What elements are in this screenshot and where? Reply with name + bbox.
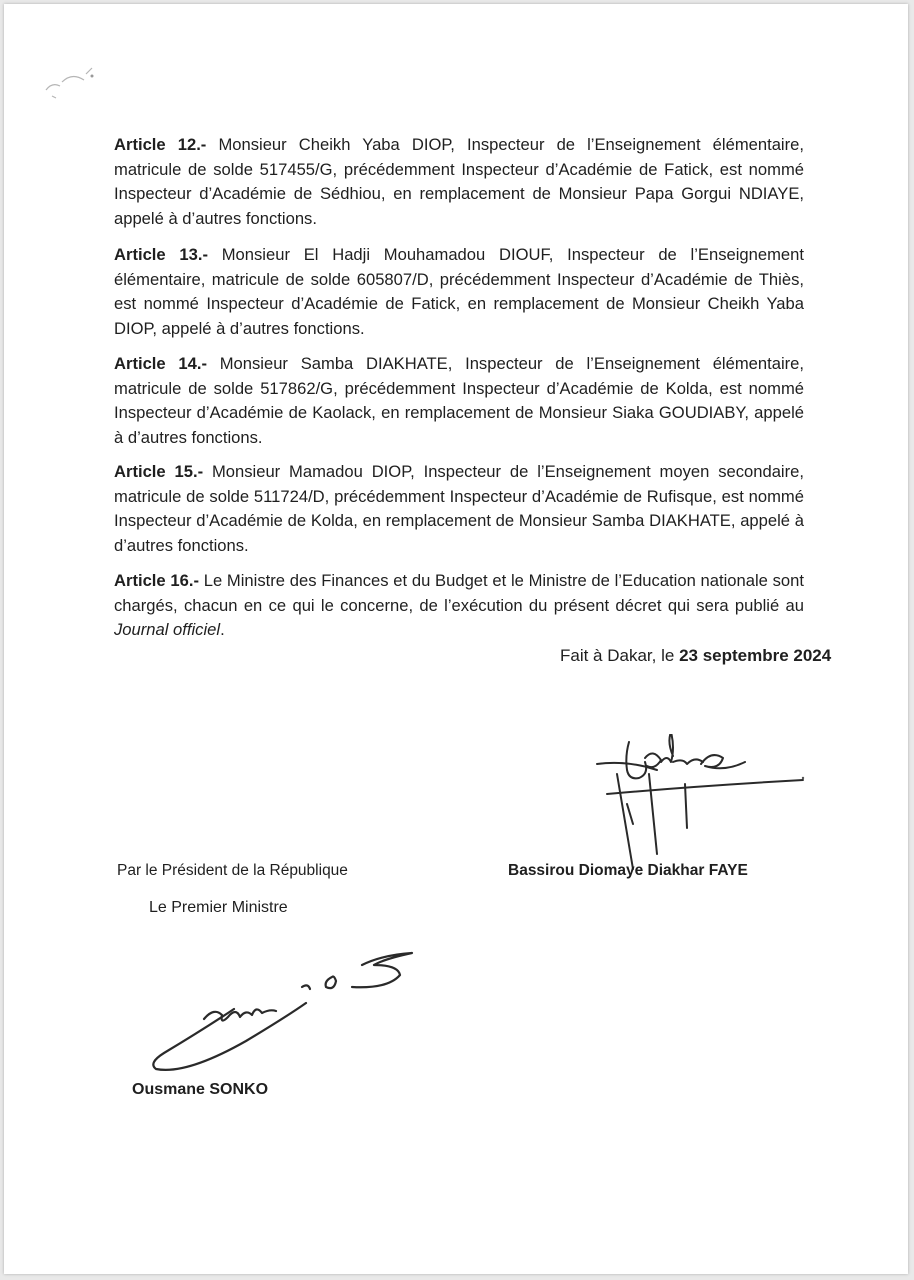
article-12-title: Article 12.- [114, 135, 207, 154]
by-president-label: Par le Président de la République [117, 862, 348, 879]
scan-smudge [42, 52, 122, 102]
prime-minister-title: Le Premier Ministre [149, 899, 288, 916]
article-16-end: . [220, 620, 225, 639]
article-16-text: Le Ministre des Finances et du Budget et le Ministre de l’Education nationale sont chargés, chacun en ce qui le concerne, de l’exécution du présent décret qui sera publié au [114, 571, 804, 615]
prime-minister-signature [144, 949, 424, 1079]
article-15-text: Monsieur Mamadou DIOP, Inspecteur de l’Enseignement moyen secondaire, matricule de solde 511724/D, précédemment Inspecteur d’Académie de Rufisque, est nommé Inspecteur d’Académie de Kolda, en remplacement de Monsieur Samba DIAKHATE, appelé à d’autres fonctions. [114, 462, 804, 555]
president-signature [589, 734, 809, 874]
signature-date-line [560, 646, 831, 666]
date-place: Fait à Dakar, le [560, 646, 680, 665]
article-15 [114, 460, 804, 558]
article-14 [114, 352, 804, 450]
prime-minister-name: Ousmane SONKO [132, 1081, 269, 1098]
article-16 [114, 569, 804, 643]
article-16-title: Article 16.- [114, 571, 199, 590]
article-14-title: Article 14.- [114, 354, 207, 373]
president-name: Bassirou Diomaye Diakhar FAYE [508, 862, 748, 879]
article-13-text: Monsieur El Hadji Mouhamadou DIOUF, Inspecteur de l’Enseignement élémentaire, matricule de solde 605807/D, précédemment Inspecteur d’Académie de Thiès, est nommé Inspecteur d’Académie de Fatick, en remplacement de Monsieur Cheikh Yaba DIOP, appelé à d’autres fonctions. [114, 245, 804, 338]
document-page [4, 4, 908, 1274]
article-14-text: Monsieur Samba DIAKHATE, Inspecteur de l’Enseignement élémentaire, matricule de solde 517862/G, précédemment Inspecteur d’Académie de Kolda, est nommé Inspecteur d’Académie de Kaolack, en remplacement de Monsieur Siaka GOUDIABY, appelé à d’autres fonctions. [114, 354, 805, 447]
signature-date: 23 septembre 2024 [679, 646, 832, 665]
article-12-text: Monsieur Cheikh Yaba DIOP, Inspecteur de l’Enseignement élémentaire, matricule de solde 517455/G, précédemment Inspecteur d’Académie de Fatick, est nommé Inspecteur d’Académie de Sédhiou, en remplacement de Monsieur Papa Gorgui NDIAYE, appelé à d’autres fonctions. [114, 135, 804, 228]
article-13-title: Article 13.- [114, 245, 208, 264]
article-15-title: Article 15.- [114, 462, 204, 481]
article-13 [114, 243, 804, 341]
journal-officiel: Journal officiel [114, 620, 221, 639]
article-12 [114, 133, 804, 231]
